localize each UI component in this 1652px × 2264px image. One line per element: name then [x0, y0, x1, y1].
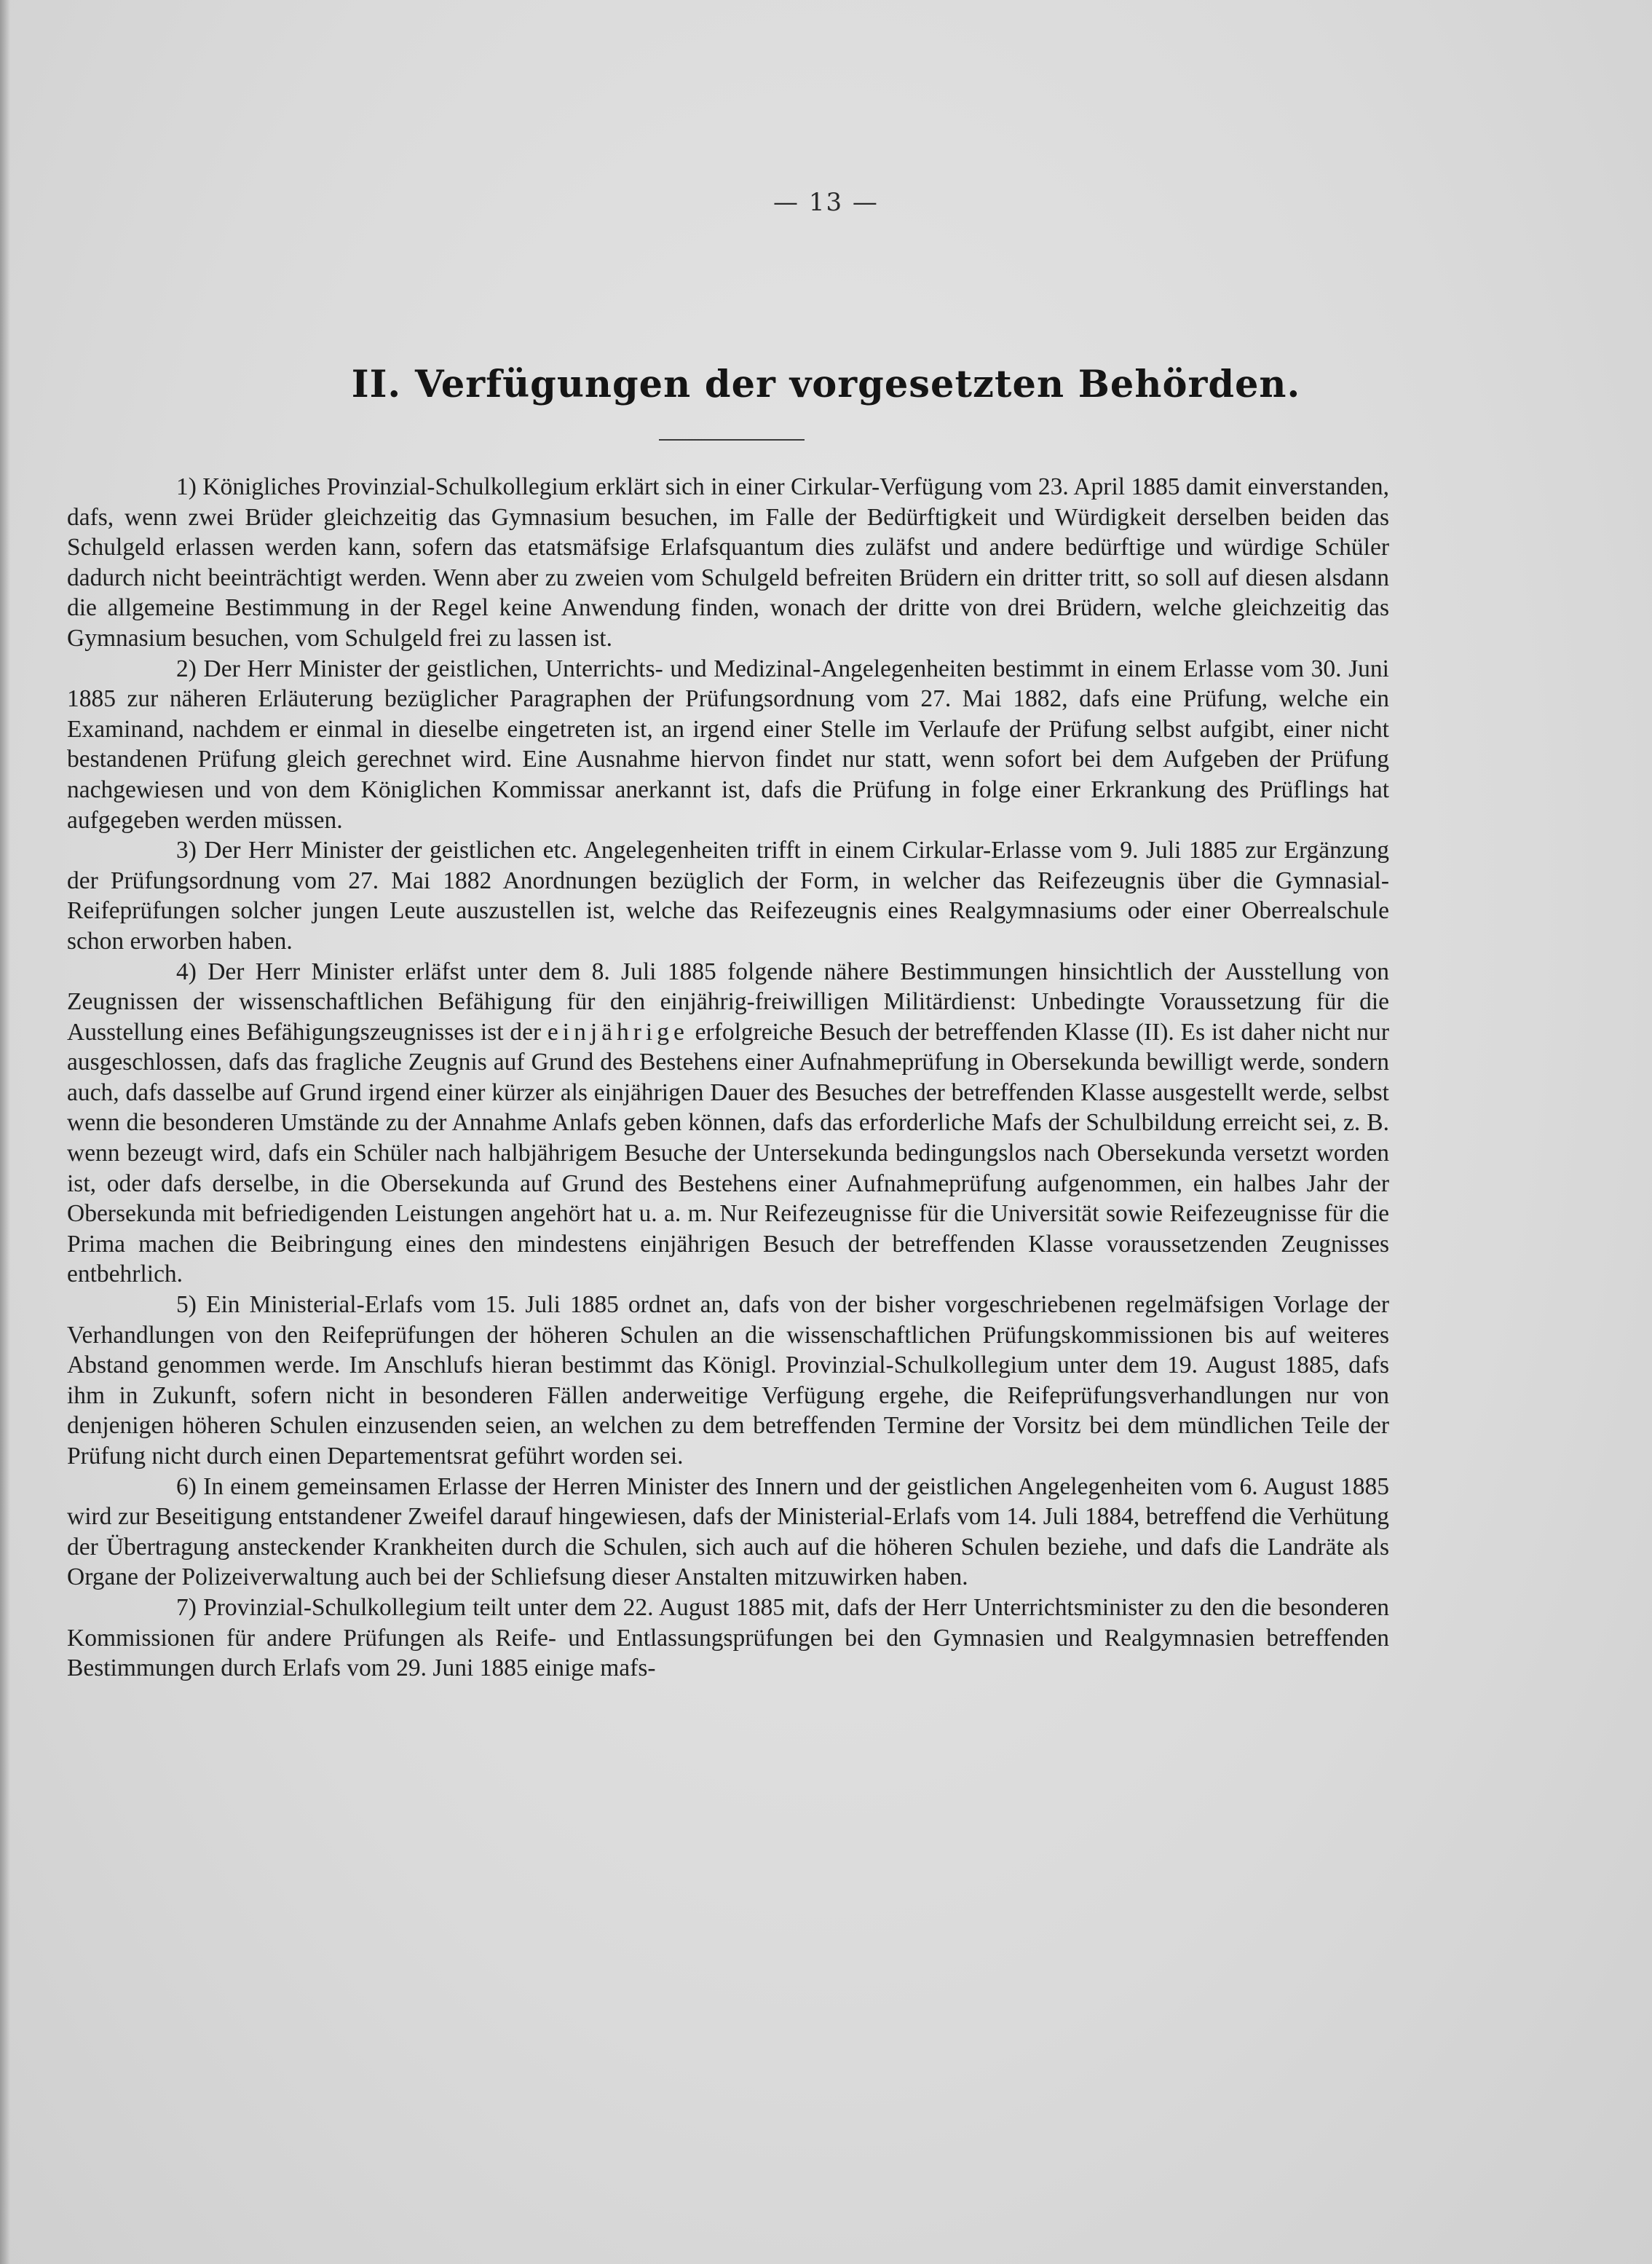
page-edge-shadow: [0, 0, 10, 2264]
paragraph-4-after: erfolgreiche Besuch der betreffenden Klasse (II). Es ist daher nicht nur ausgeschlossen, dafs das fragliche Zeugnis auf Grund des Bestehens einer Aufnahmeprüfung in Obersekunda bewilligt werde, sondern auch, dafs dasselbe auf Grund irgend einer kürzer als einjährigen Dauer des Besuches der betreffenden Klasse ausgestellt werde, selbst wenn die besonderen Umstände zu der Annahme Anlafs geben können, dafs das erforderliche Mafs der Schulbildung erreicht sei, z. B. wenn bezeugt wird, dafs ein Schüler nach halbjährigem Besuche der Untersekunda bedingungslos nach Obersekunda versetzt worden ist, oder dafs derselbe, in die Obersekunda auf Grund des Bestehens einer Aufnahmeprüfung aufgenommen, ein halbes Jahr der Obersekunda mit befriedigenden Leistungen angehört hat u. a. m. Nur Reifezeugnisse für die Universität sowie Reifezeugnisse für die Prima machen die Beibringung eines den mindestens einjährigen Besuch der betreffenden Klasse voraussetzenden Zeugnisses entbehrlich.: [67, 1018, 1389, 1288]
page-number: — 13 —: [773, 188, 879, 217]
paragraph-4: [67, 957, 1389, 1290]
paragraph-2: 2) Der Herr Minister der geistlichen, Unterrichts- und Medizinal-Angelegenheiten bestimmt in einem Erlasse vom 30. Juni 1885 zur näheren Erläuterung bezüglicher Paragraphen der Prüfungsordnung vom 27. Mai 1882, dafs eine Prüfung, welche ein Examinand, nachdem er einmal in dieselbe eingetreten ist, an irgend einer Stelle im Verlaufe der Prüfung selbst aufgibt, einer nicht bestandenen Prüfung gleich gerechnet wird. Eine Ausnahme hiervon findet nur statt, wenn sofort bei dem Aufgeben der Prüfung nachgewiesen und von dem Königlichen Kommissar anerkannt ist, dafs die Prüfung in folge einer Erkrankung des Prüflings hat aufgegeben werden müssen.: [67, 655, 1389, 834]
paragraph-4-before: 4) Der Herr Minister erläfst unter dem 8. Juli 1885 folgende nähere Bestimmungen hinsichtlich der Ausstellung von Zeugnissen der wissenschaftlichen Befähigung für den einjährig-freiwilligen Militärdienst: Unbedingte Voraussetzung für die Ausstellung eines Befähigungszeugnisses ist der: [67, 958, 1389, 1046]
paragraph-4-emphasis: einjährige: [547, 1018, 689, 1046]
paragraph-5: 5) Ein Ministerial-Erlafs vom 15. Juli 1885 ordnet an, dafs von der bisher vorgeschriebenen regelmäfsigen Vorlage der Verhandlungen von den Reifeprüfungen der höheren Schulen an die wissenschaftlichen Prüfungskommissionen bis auf weiteres Abstand genommen werde. Im Anschlufs hieran bestimmt das Königl. Provinzial-Schulkollegium unter dem 19. August 1885, dafs ihm in Zukunft, sofern nicht in besonderen Fällen anderweitige Verfügung ergehe, die Reifeprüfungsverhandlungen nur von denjenigen höheren Schulen einzusenden seien, an welchen zu dem betreffenden Termine der Vorsitz bei dem mündlichen Teile der Prüfung nicht durch einen Departementsrat geführt worden sei.: [67, 1291, 1389, 1470]
section-heading: II. Verfügungen der vorgesetzten Behörden.: [351, 363, 1301, 406]
paragraph-6: 6) In einem gemeinsamen Erlasse der Herren Minister des Innern und der geistlichen Angelegenheiten vom 6. August 1885 wird zur Beseitigung entstandener Zweifel darauf hingewiesen, dafs der Ministerial-Erlafs vom 14. Juli 1884, betreffend die Verhütung der Übertragung ansteckender Krankheiten durch die Schulen, sich auch auf die höheren Schulen beziehe, und dafs die Landräte als Organe der Polizeiverwaltung auch bei der Schliefsung dieser Anstalten mitzuwirken haben.: [67, 1472, 1389, 1591]
paragraph-7: 7) Provinzial-Schulkollegium teilt unter dem 22. August 1885 mit, dafs der Herr Unterrichtsminister zu den die besonderen Kommissionen für andere Prüfungen als Reife- und Entlassungsprüfungen bei den Gymnasien und Realgymnasien betreffenden Bestimmungen durch Erlafs vom 29. Juni 1885 einige mafs-: [67, 1593, 1389, 1682]
paragraph-3: 3) Der Herr Minister der geistlichen etc. Angelegenheiten trifft in einem Cirkular-Erlasse vom 9. Juli 1885 zur Ergänzung der Prüfungsordnung vom 27. Mai 1882 Anordnungen bezüglich der Form, in welcher das Reifezeugnis über die Gymnasial-Reifeprüfungen solcher jungen Leute auszustellen ist, welche das Reifezeugnis eines Realgymnasiums oder einer Oberrealschule schon erworben haben.: [67, 837, 1389, 955]
heading-divider: [659, 439, 805, 441]
body-text: [67, 472, 1389, 1684]
paragraph-1: 1) Königliches Provinzial-Schulkollegium erklärt sich in einer Cirkular-Verfügung vom 23. April 1885 damit einverstanden, dafs, wenn zwei Brüder gleichzeitig das Gymnasium besuchen, im Falle der Bedürftigkeit und Würdigkeit derselben beiden das Schulgeld erlassen werden kann, sofern das etatsmäfsige Erlafsquantum dies zuläfst und andere bedürftige und würdige Schüler dadurch nicht beeinträchtigt werden. Wenn aber zu zweien vom Schulgeld befreiten Brüdern ein dritter tritt, so soll auf diesen alsdann die allgemeine Bestimmung in der Regel keine Anwendung finden, wonach der dritte von drei Brüdern, welche gleichzeitig das Gymnasium besuchen, vom Schulgeld frei zu lassen ist.: [67, 473, 1389, 652]
